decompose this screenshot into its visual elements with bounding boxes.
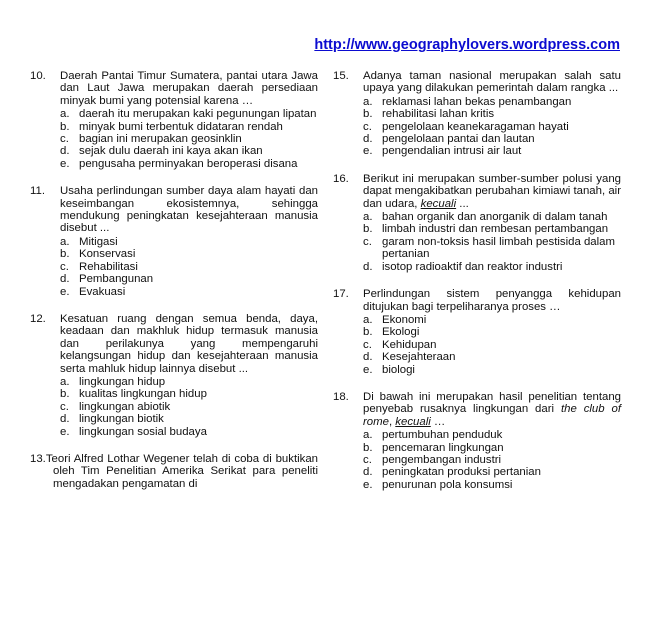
options-list [60,376,318,438]
option-c: c. pengembangan industri [363,453,502,466]
option-d: d. lingkungan biotik [60,413,164,426]
option-e: e. pengusaha perminyakan beroperasi disana [60,157,298,170]
question-11 [30,185,318,298]
source-name: the club of rome [363,403,621,428]
option-d: d. pengelolaan pantai dan lautan [363,133,535,146]
question-17 [333,288,621,376]
question-18 [333,391,621,491]
option-a: a. reklamasi lahan bekas penambangan [363,95,572,108]
question-number: 12. [30,312,46,325]
option-c: c. lingkungan abiotik [60,400,171,413]
question-stem: Kesatuan ruang dengan semua benda, daya, keadaan dan makhluk hidup termasuk manusia dan perilakunya yang mempengaruhi kelangsungan hidup dan kesejahteraan manusia serta mahluk hidup lainnya disebut ... [60,312,318,375]
question-stem: Perlindungan sistem penyangga kehidupan ditujukan bagi terpeliharanya proses … [363,288,621,313]
option-c: c. pengelolaan keanekaragaman hayati [363,120,569,133]
option-e: e. lingkungan sosial budaya [60,425,207,438]
question-number: 18. [333,390,349,403]
question-stem: 13.Teori Alfred Lothar Wegener telah di coba di buktikan oleh Tim Penelitian Amerika Serikat para peneliti mengadakan pengamatan di [30,452,318,490]
option-b: b. Konservasi [60,248,136,261]
options-list [60,108,318,170]
header-url-link[interactable]: http://www.geographylovers.wordpress.com [314,37,620,53]
question-15 [333,70,621,158]
option-b: b. pencemaran lingkungan [363,441,504,454]
option-b: b. minyak bumi terbentuk didataran rendah [60,120,283,133]
question-stem: Di bawah ini merupakan hasil penelitian tentang penyebab rusaknya lingkungan dari the club of rome, kecuali … [363,390,621,428]
question-number: 11. [30,185,45,198]
option-b: b. rehabilitasi lahan kritis [363,108,495,121]
question-stem: Berikut ini merupakan sumber-sumber polusi yang dapat mengakibatkan perubahan kimiawi tanah, air dan udara, kecuali ... [363,172,621,210]
option-d: d. isotop radioaktif dan reaktor industri [363,260,563,273]
option-d: d. Kesejahteraan [363,351,456,364]
left-column [30,70,318,505]
option-b: b. Ekologi [363,326,420,339]
question-12 [30,313,318,438]
question-10 [30,70,318,170]
option-d: d. Pembangunan [60,273,154,286]
options-list [363,211,621,273]
options-list [363,429,621,491]
option-e: e. biologi [363,363,415,376]
option-c: c. bagian ini merupakan geosinklin [60,133,242,146]
question-stem: Usaha perlindungan sumber daya alam hayati dan keseimbangan ekosistemnya, sehingga mendukung peningkatan kesejahteraan manusia disebut ... [60,185,318,235]
question-16 [333,173,621,273]
question-stem: Daerah Pantai Timur Sumatera, pantai utara Jawa dan Laut Jawa merupakan daerah persediaan minyak bumi yang potensial karena … [60,70,318,107]
option-e: e. penurunan pola konsumsi [363,478,513,491]
option-c: c. Kehidupan [363,338,437,351]
option-a: a. Mitigasi [60,235,118,248]
option-c: c. garam non-toksis hasil limbah pestisida dalam pertanian [363,235,615,261]
question-13 [30,453,318,490]
option-e: e. Evakuasi [60,285,126,298]
options-list [363,96,621,158]
option-b: b. kualitas lingkungan hidup [60,388,207,401]
keyword-kecuali: kecuali [420,197,457,210]
option-c: c. Rehabilitasi [60,260,138,273]
option-a: a. Ekonomi [363,313,427,326]
option-d: d. peningkatan produksi pertanian [363,466,541,479]
option-a: a. daerah itu merupakan kaki pegunungan lipatan [60,108,317,121]
option-a: a. lingkungan hidup [60,375,166,388]
question-number: 15. [333,70,349,82]
question-stem: Adanya taman nasional merupakan salah satu upaya yang dilakukan pemerintah dalam rangka ... [363,70,621,95]
option-e: e. pengendalian intrusi air laut [363,145,522,158]
options-list [363,314,621,376]
question-number: 10. [30,70,46,82]
right-column [333,70,621,506]
option-a: a. pertumbuhan penduduk [363,429,503,442]
question-number: 17. [333,288,349,301]
option-a: a. bahan organik dan anorganik di dalam tanah [363,211,608,224]
keyword-kecuali: kecuali [395,415,431,428]
option-d: d. sejak dulu daerah ini kaya akan ikan [60,145,263,158]
question-number: 13. [30,452,46,465]
options-list [60,236,318,298]
question-number: 16. [333,172,349,185]
option-b: b. limbah industri dan rembesan pertambangan [363,223,609,236]
